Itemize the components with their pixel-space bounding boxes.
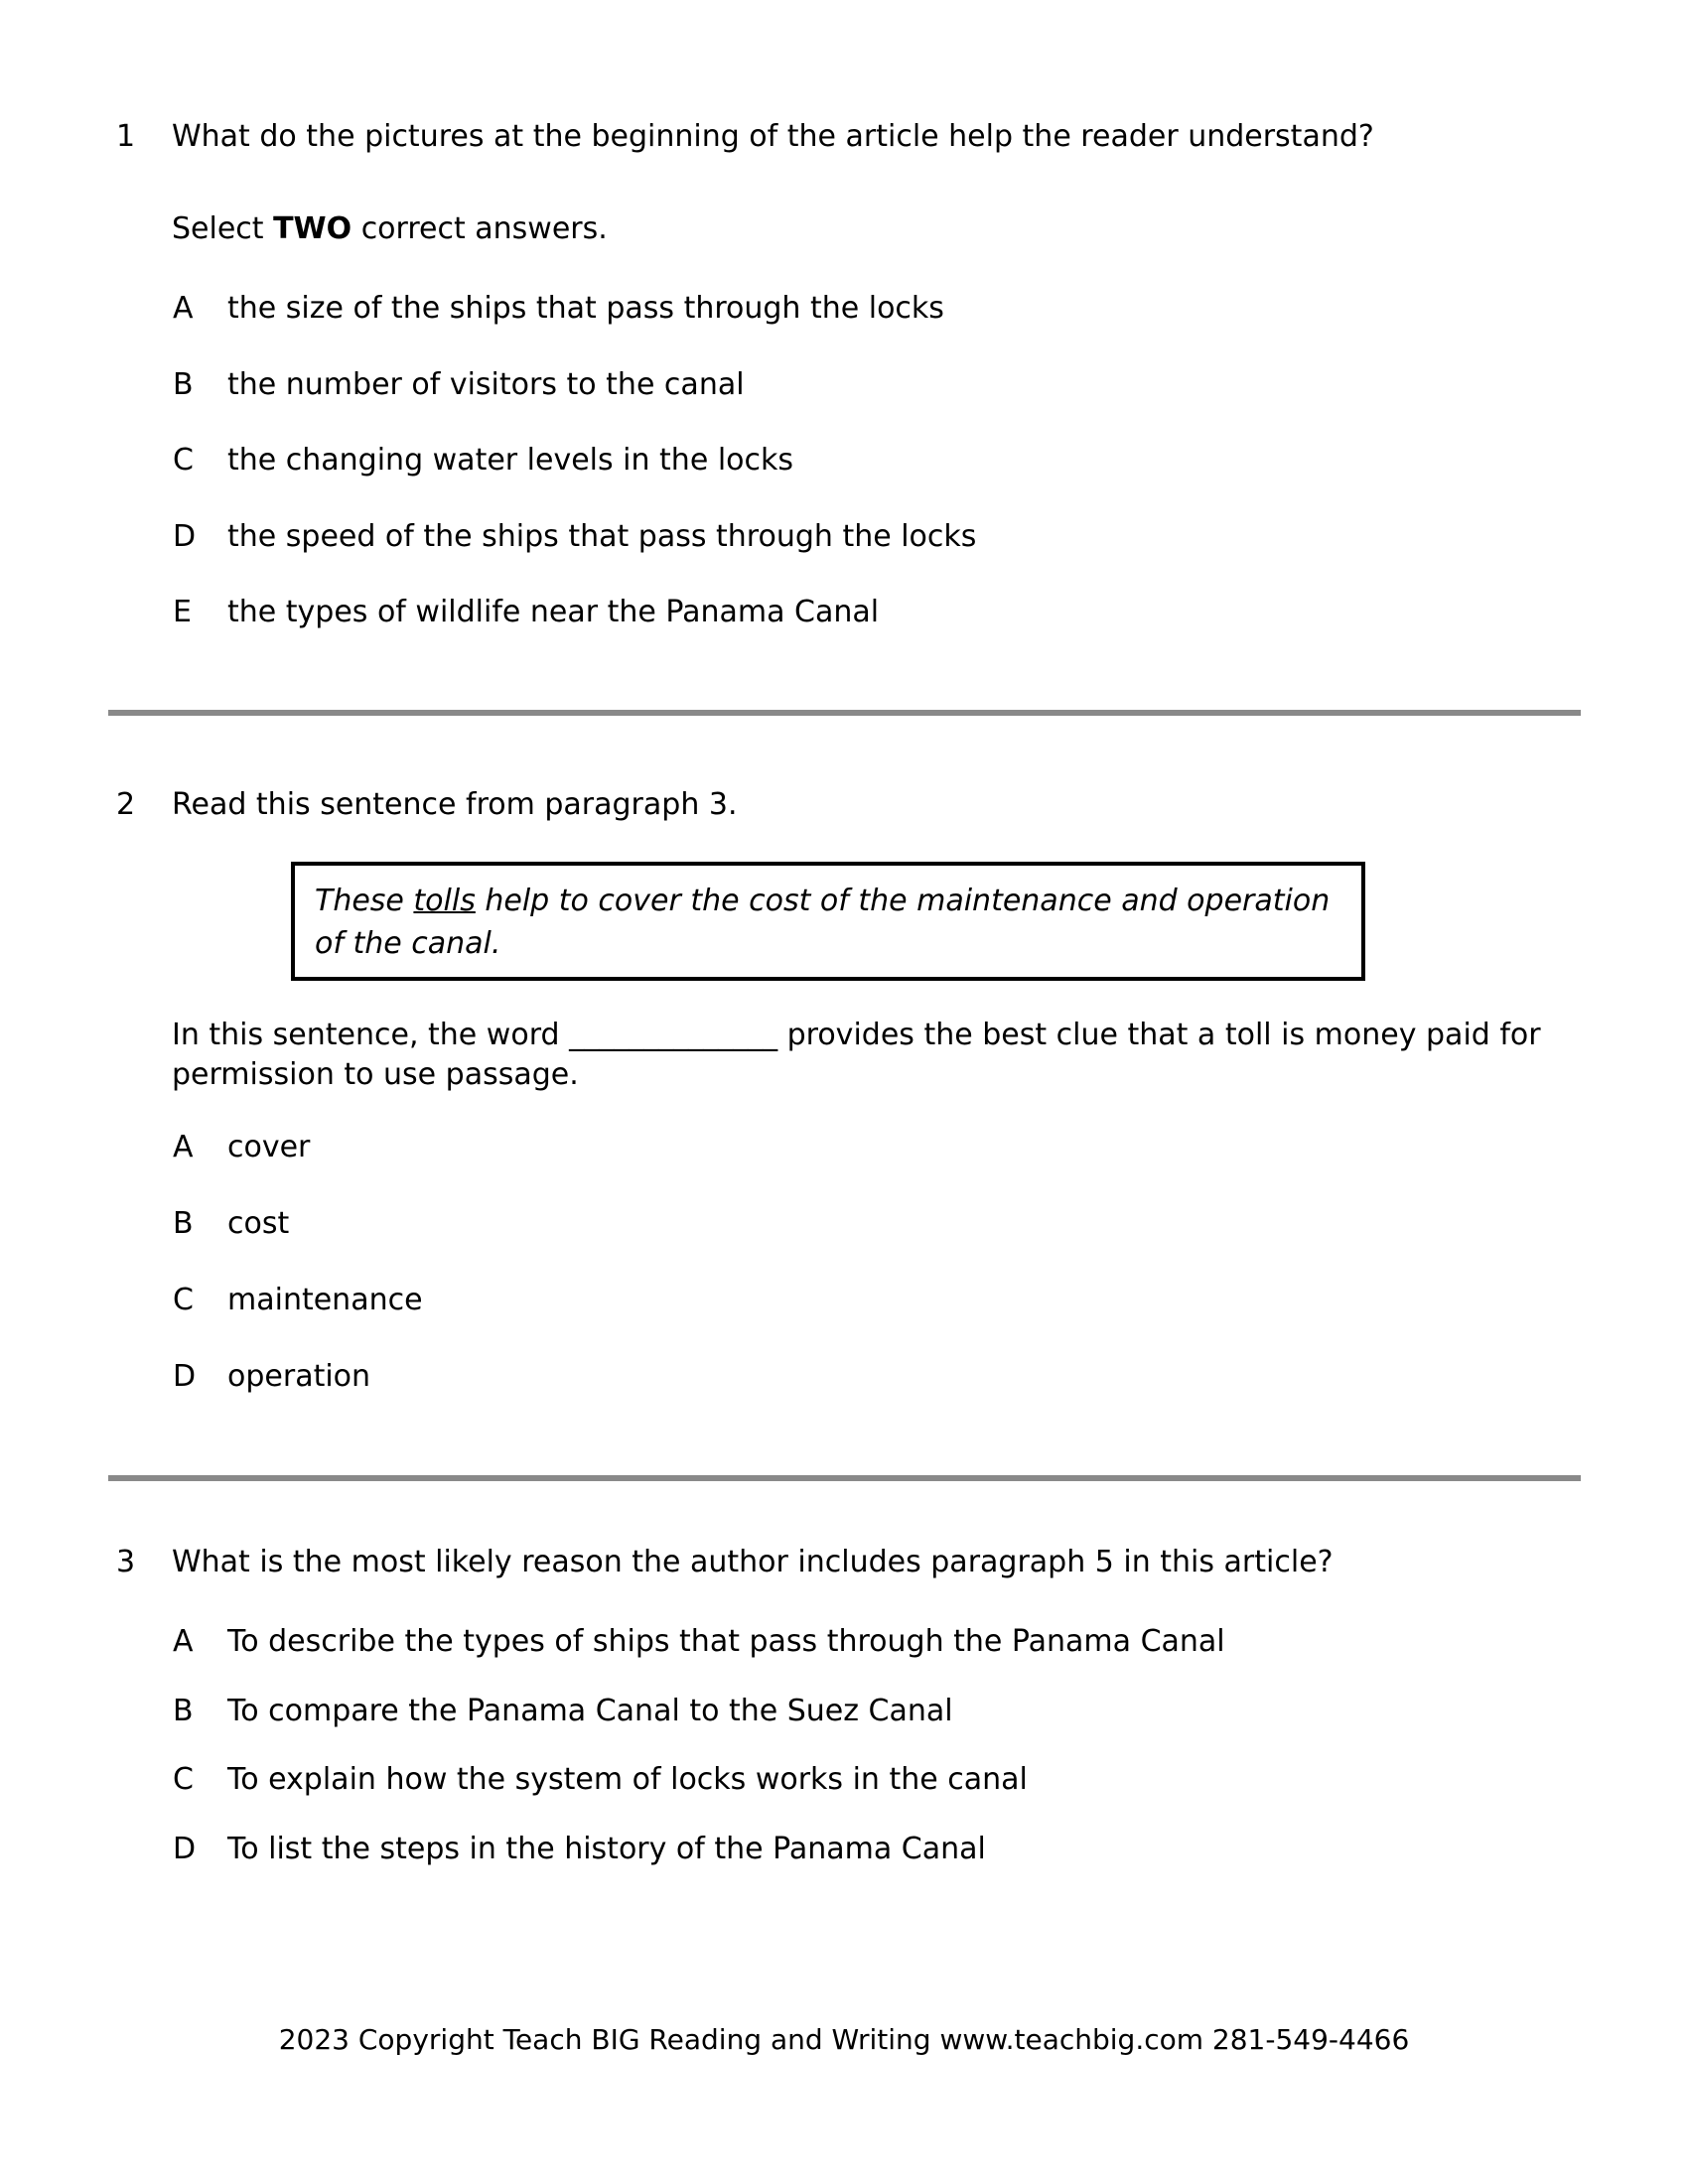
quote-post: help to cover the cost of the maintenance and operation of the canal. [315,884,1331,961]
stem-post: provides the best clue that a toll is money paid for permission to use passage. [172,1018,1541,1092]
question-1-option-e [173,594,1618,631]
option-letter: B [173,367,194,402]
question-1-prompt: What do the pictures at the beginning of the article help the reader understand? [172,119,1374,154]
option-letter: A [173,1130,194,1164]
option-letter: D [173,1359,197,1394]
quote-underlined-word: tolls [413,884,476,918]
copyright-footer: 2023 Copyright Teach BIG Reading and Writing www.teachbig.com 281-549-4466 [278,2023,1410,2056]
option-letter: C [173,1762,194,1797]
option-text: the changing water levels in the locks [227,443,793,478]
question-2-option-d [173,1358,1618,1396]
option-letter: D [173,519,197,554]
question-3-number: 3 [116,1545,136,1579]
question-1-option-a [173,290,1618,328]
question-1-option-c [173,442,1618,479]
question-2-option-a [173,1129,1618,1166]
stem-pre: In this sentence, the word [172,1018,570,1052]
question-1-number: 1 [116,119,136,154]
option-letter: B [173,1206,194,1241]
option-letter: B [173,1694,194,1728]
option-text: To list the steps in the history of the Panama Canal [227,1832,986,1866]
option-text: the types of wildlife near the Panama Canal [227,595,880,629]
question-3-option-c [173,1761,1618,1799]
section-divider [108,710,1581,716]
question-1 [116,118,1562,156]
option-text: maintenance [227,1283,423,1317]
quoted-sentence-box [291,862,1365,981]
option-text: cover [227,1130,311,1164]
option-letter: C [173,443,194,478]
question-3-option-a [173,1623,1618,1661]
question-2 [116,786,1562,824]
question-2-option-c [173,1282,1618,1319]
instruction-emphasis: TWO [273,211,352,246]
option-text: To explain how the system of locks works in the canal [227,1762,1028,1797]
question-2-option-b [173,1205,1618,1243]
option-letter: E [173,595,192,629]
question-1-option-b [173,366,1618,404]
option-text: To describe the types of ships that pass through the Panama Canal [227,1624,1225,1659]
question-3-prompt: What is the most likely reason the author includes paragraph 5 in this article? [172,1545,1334,1579]
instruction-post: correct answers. [352,211,608,246]
question-2-stem [172,1016,1547,1095]
option-letter: A [173,291,194,326]
question-2-prompt: Read this sentence from paragraph 3. [172,787,738,822]
option-letter: A [173,1624,194,1659]
question-2-number: 2 [116,787,136,822]
option-letter: D [173,1832,197,1866]
option-text: the size of the ships that pass through the locks [227,291,944,326]
question-3-option-d [173,1831,1618,1868]
section-divider [108,1475,1581,1481]
question-1-option-d [173,518,1618,556]
question-3-option-b [173,1693,1618,1730]
quote-pre: These [315,884,414,918]
option-text: To compare the Panama Canal to the Suez Canal [227,1694,953,1728]
option-text: operation [227,1359,371,1394]
option-text: cost [227,1206,290,1241]
question-1-instruction [172,210,608,248]
option-text: the speed of the ships that pass through the locks [227,519,977,554]
option-letter: C [173,1283,194,1317]
instruction-pre: Select [172,211,274,246]
option-text: the number of visitors to the canal [227,367,745,402]
stem-blank: ______________ [569,1018,778,1052]
question-3 [116,1544,1562,1581]
